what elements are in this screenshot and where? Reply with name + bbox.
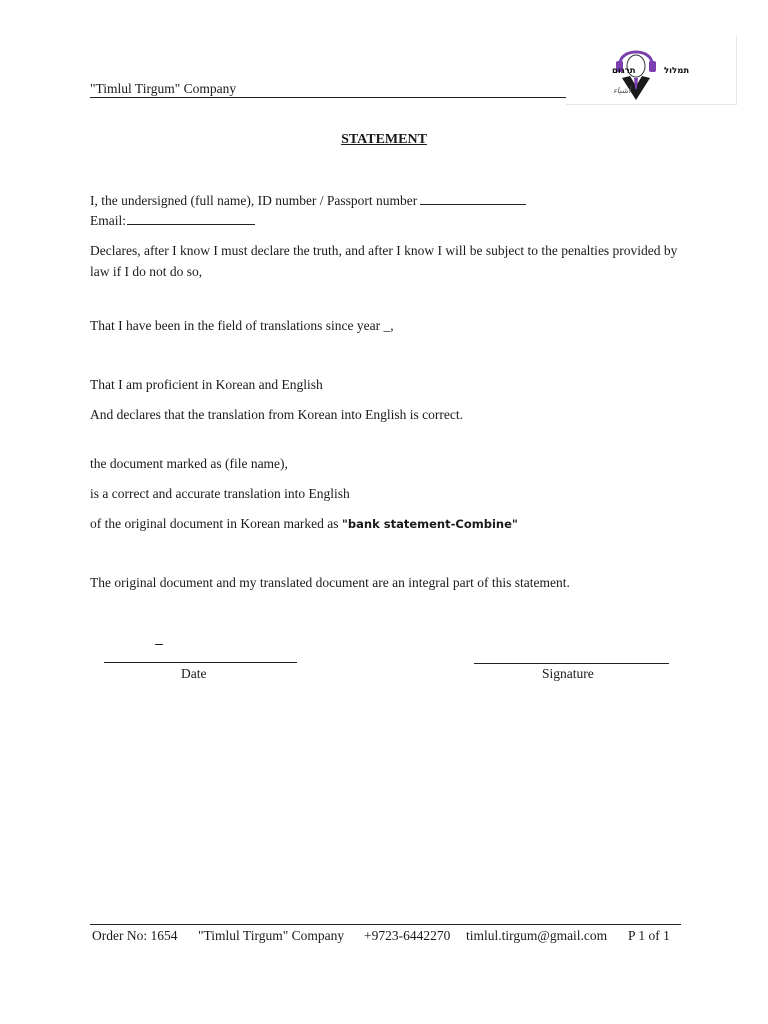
original-document-name: "bank statement-Combine" [341, 517, 518, 531]
date-line[interactable] [104, 662, 297, 663]
footer-phone: +9723-6442270 [364, 928, 451, 943]
signature-line[interactable] [474, 663, 669, 664]
footer-company: "Timlul Tirgum" Company [198, 928, 345, 943]
original-document-line [90, 517, 518, 531]
signature-label: Signature [542, 666, 594, 681]
footer-rule [90, 924, 681, 925]
proficient-line: That I am proficient in Korean and English [90, 377, 323, 392]
email-line [90, 212, 255, 228]
email-blank[interactable] [127, 212, 255, 225]
undersigned-text: I, the undersigned (full name), ID number / Passport number [90, 193, 418, 208]
company-header: "Timlul Tirgum" Company [90, 81, 237, 96]
id-number-blank[interactable] [420, 192, 526, 205]
email-label: Email: [90, 213, 126, 228]
company-logo [566, 36, 737, 105]
date-label: Date [181, 666, 207, 681]
footer-page-number: P 1 of 1 [628, 928, 670, 943]
footer-email: timlul.tirgum@gmail.com [466, 928, 608, 943]
translation-correct-line: And declares that the translation from Korean into English is correct. [90, 407, 464, 422]
logo-text-left: תרגום [612, 66, 636, 76]
document-title: STATEMENT [341, 132, 427, 147]
document-marked-line: the document marked as (file name), [90, 456, 288, 471]
logo-text-right: תמלול [664, 66, 690, 76]
declares-paragraph: Declares, after I know I must declare the truth, and after I know I will be subject to the penalties provided by law if I do not do so, [90, 243, 678, 279]
undersigned-line [90, 192, 526, 208]
field-since-line: That I have been in the field of translations since year _, [90, 318, 394, 333]
date-dash [155, 644, 163, 645]
logo-script: أشياء [613, 86, 631, 95]
integral-part-line: The original document and my translated document are an integral part of this statement. [90, 575, 570, 590]
accurate-translation-line: is a correct and accurate translation into English [90, 486, 350, 501]
footer-order-number: Order No: 1654 [92, 928, 178, 943]
original-prefix: of the original document in Korean marked as [90, 516, 342, 531]
